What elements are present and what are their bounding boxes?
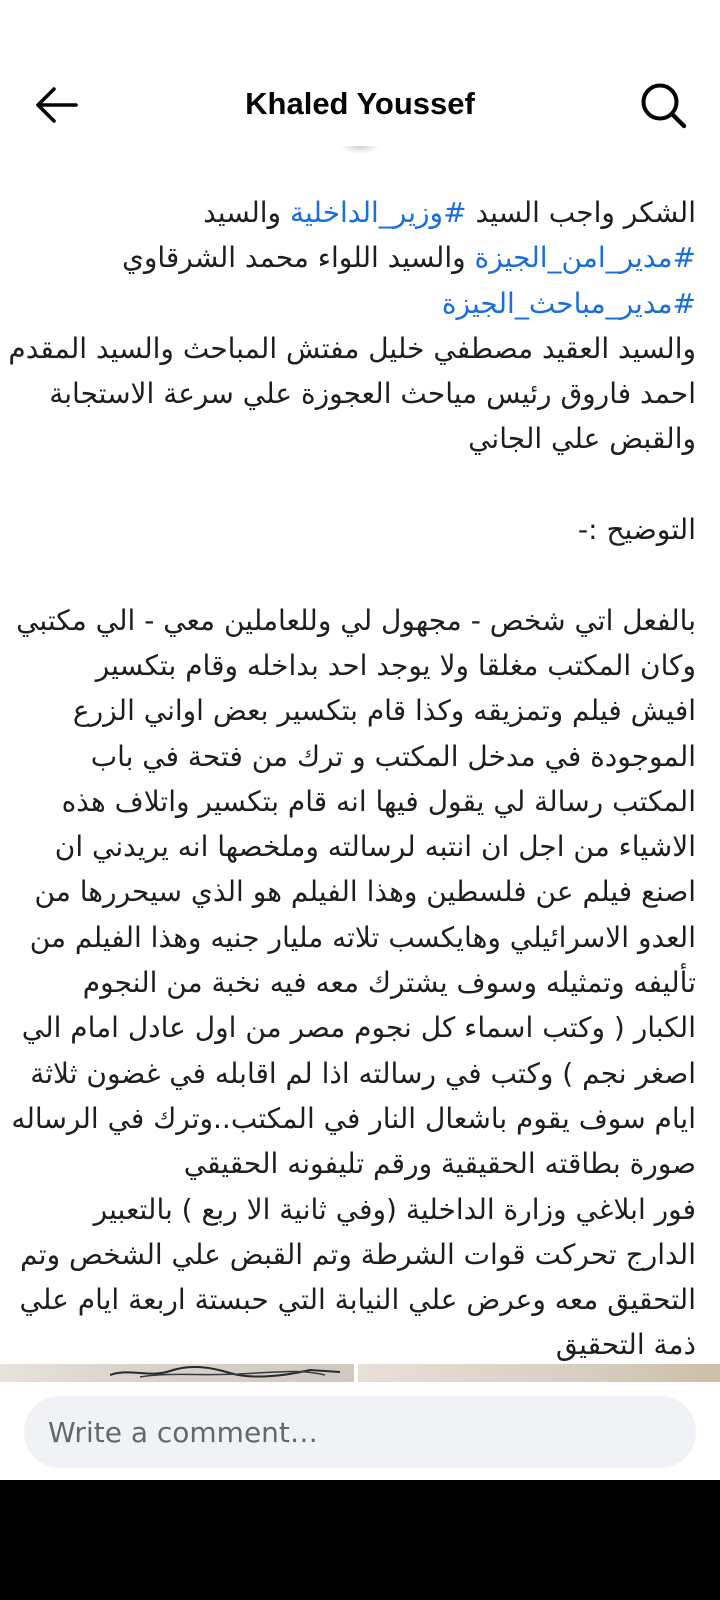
post-text-segment: الدارج تحركت قوات الشرطة وتم القبض علي الشخص وتم [20, 1237, 696, 1271]
handwriting-scribble [110, 1366, 340, 1378]
hashtag-link[interactable]: #وزير_الداخلية [289, 196, 467, 229]
post-photo-2[interactable] [358, 1364, 720, 1382]
post-line [24, 643, 696, 688]
post-text-segment: والسيد [203, 196, 290, 229]
post-text-segment: والقبض علي الجاني [468, 422, 696, 456]
post-line [24, 779, 696, 824]
post-line [24, 734, 696, 779]
post-text-segment: ذمة التحقيق [555, 1328, 696, 1362]
post-line [16, 598, 696, 643]
paragraph-gap [24, 462, 696, 507]
post-text [8, 190, 696, 1368]
post-line [19, 1277, 696, 1322]
post-line [24, 235, 696, 280]
post-line [24, 688, 696, 733]
post-text-segment: الاشياء من اجل ان انتبه لرسالته وملخصها انه يريدني ان [54, 830, 696, 864]
post-line [8, 326, 696, 371]
comment-input[interactable] [24, 1396, 696, 1468]
search-icon [639, 81, 689, 131]
scroll-shadow [340, 146, 380, 154]
post-text-segment: الكبار ( وكتب اسماء كل نجوم مصر من اول عادل امام الي [21, 1011, 696, 1045]
post-text-segment: الموجودة في مدخل المكتب و ترك من فتحة في باب [90, 739, 696, 773]
post-line [11, 1096, 696, 1141]
post-line [24, 507, 696, 552]
post-line [24, 371, 696, 416]
post-text-segment: اصنع فيلم عن فلسطين وهذا الفيلم هو الذي سيحررها من [34, 875, 696, 909]
post-line [24, 416, 696, 461]
post-text-segment: تأليفه وتمثيله وسوف يشترك معه فيه نخبة من النجوم [82, 966, 696, 1000]
search-button[interactable] [636, 78, 692, 134]
post-text-segment: بالفعل اتي شخص - مجهول لي وللعاملين معي - الي مكتبي [16, 603, 696, 637]
post-line [24, 869, 696, 914]
hashtag-link[interactable]: #مدير_امن_الجيزة [474, 241, 696, 275]
hashtag-link[interactable]: #مدير_مباحث_الجيزة [441, 286, 696, 320]
page-title: Khaled Youssef [245, 86, 475, 121]
post-line [24, 915, 696, 960]
paragraph-gap [24, 552, 696, 597]
post-line [24, 190, 696, 235]
post-text-segment: الشكر واجب السيد [466, 196, 696, 229]
post-text-segment: احمد فاروق رئيس مياحث العجوزة علي سرعة الاستجابة [49, 377, 696, 411]
top-app-bar [0, 60, 720, 150]
post-line [20, 1232, 696, 1277]
post-text-segment: التوضيح :- [578, 513, 696, 547]
post-text-segment: التحقيق معه وعرض علي النيابة التي حبستة اربعة ايام علي [19, 1283, 696, 1317]
post-text-segment: والسيد اللواء محمد الشرقاوي [121, 241, 475, 275]
system-navigation-bar [0, 1480, 720, 1600]
post-text-segment: فور ابلاغي وزارة الداخلية (وفي ثانية الا ربع ) بالتعبير [93, 1192, 696, 1226]
post-text-segment: والسيد العقيد مصطفي خليل مفتش المباحث والسيد المقدم [8, 331, 696, 365]
post-line [21, 1005, 696, 1050]
post-line [24, 1187, 696, 1232]
post-text-segment: العدو الاسرائيلي وهايكسب تلاته مليار جنيه وهذا الفيلم من [29, 920, 696, 954]
post-text-segment: صورة بطاقته الحقيقية ورقم تليفونه الحقيقي [183, 1147, 696, 1181]
post-photo-1[interactable] [0, 1364, 354, 1382]
post-line [24, 1141, 696, 1186]
comment-composer [0, 1382, 720, 1480]
post-text-segment: وكان المكتب مغلقا ولا يوجد احد بداخله وقام بتكسير [95, 648, 696, 682]
post-text-segment: المكتب رسالة لي يقول فيها انه قام بتكسير واتلاف هذه [61, 784, 696, 818]
post-line [24, 1322, 696, 1367]
post-text-segment: افيش فيلم وتمزيقه وكذا قام بتكسير بعض اواني الزرع [72, 694, 696, 728]
post-line [24, 281, 696, 326]
post-line [24, 960, 696, 1005]
post-line [24, 1051, 696, 1096]
post-text-segment: اصغر نجم ) وكتب في رسالته اذا لم اقابله في غضون ثلاثة [30, 1056, 696, 1090]
post-line [24, 824, 696, 869]
post-text-segment: ايام سوف يقوم باشعال النار في المكتب..وترك في الرساله [11, 1101, 696, 1135]
post-photo-strip [0, 1364, 720, 1382]
